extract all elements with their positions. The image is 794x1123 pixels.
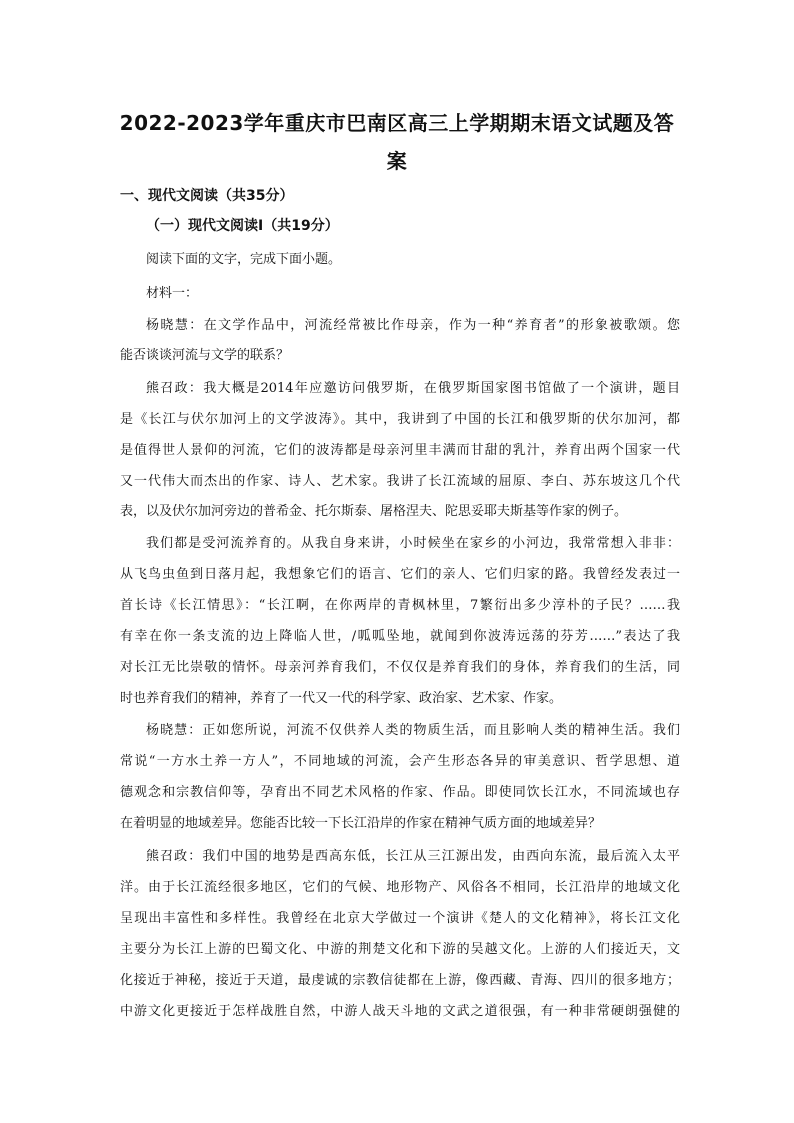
paragraph-line: 常说“一方水土养一方人”，不同地域的河流，会产生形态各异的审美意识、哲学思想、道 [120,754,680,769]
paragraph-line: 中游文化更接近于怎样战胜自然，中游人战天斗地的文武之道很强，有一种非常硬朗强健的 [120,1004,680,1019]
paragraph-line: 我们都是受河流养育的。从我自身来讲，小时候坐在家乡的小河边，我常常想入非非： [146,536,680,551]
paragraph-line: 在着明显的地域差异。您能否比较一下长江沿岸的作家在精神气质方面的地域差异？ [120,816,602,831]
reading-instruction: 阅读下面的文字，完成下面小题。 [146,252,342,267]
paragraph-line: 表，以及伏尔加河旁边的普希金、托尔斯泰、屠格涅夫、陀思妥耶夫斯基等作家的例子。 [120,504,628,519]
paragraph-line: 熊召政：我大概是2014年应邀访问俄罗斯，在俄罗斯国家图书馆做了一个演讲，题目 [146,381,680,396]
paragraph-line: 呈现出丰富性和多样性。我曾经在北京大学做过一个演讲《楚人的文化精神》，将长江文化 [120,911,680,926]
paragraph-line: 杨晓慧：在文学作品中，河流经常被比作母亲，作为一种“养育者”的形象被歌颂。您 [146,318,680,333]
paragraph-line: 杨晓慧：正如您所说，河流不仅供养人类的物质生活，而且影响人类的精神生活。我们 [146,723,680,738]
document-title-line-1: 2022-2023学年重庆市巴南区高三上学期期末语文试题及答 [119,111,675,135]
paragraph-line: 对长江无比崇敬的情怀。母亲河养育我们，不仅仅是养育我们的身体，养育我们的生活，同 [120,660,680,675]
paragraph-line: 主要分为长江上游的巴蜀文化、中游的荆楚文化和下游的吴越文化。上游的人们接近天，文 [120,942,680,957]
paragraph-line: 时也养育我们的精神，养育了一代又一代的科学家、政治家、艺术家、作家。 [120,691,563,706]
document-title-line-2: 案 [386,149,408,173]
paragraph-line: 首长诗《长江情思》：“长江啊，在你两岸的青枫林里，7繁衍出多少淳朴的子民？……我 [120,598,680,613]
paragraph-line: 能否谈谈河流与文学的联系？ [120,348,290,363]
paragraph-line: 是《长江与伏尔加河上的文学波涛》。其中，我讲到了中国的长江和俄罗斯的伏尔加河，都 [120,412,680,427]
paragraph-line: 是值得世人景仰的河流，它们的波涛都是母亲河里丰满而甘甜的乳汁，养育出两个国家一代 [120,443,680,458]
subsection-heading: （一）现代文阅读Ⅰ（共19分） [146,218,339,234]
paragraph-line: 从飞鸟虫鱼到日落月起，我想象它们的语言、它们的亲人、它们归家的路。我曾经发表过一 [120,567,680,582]
material-label: 材料一： [146,286,199,301]
paragraph-line: 德观念和宗教信仰等，孕育出不同艺术风格的作家、作品。即使同饮长江水，不同流域也存 [120,785,680,800]
paragraph-line: 洋。由于长江流经很多地区，它们的气候、地形物产、风俗各不相同，长江沿岸的地域文化 [120,880,680,895]
paragraph-line: 又一代伟大而杰出的作家、诗人、艺术家。我讲了长江流域的屈原、李白、苏东坡这几个代 [120,474,680,489]
paragraph-line: 有幸在你一条支流的边上降临人世，/呱呱坠地，就闻到你波涛远荡的芬芳……”表达了我 [120,629,680,644]
paragraph-line: 化接近于神秘，接近于天道，最虔诚的宗教信徒都在上游，像西藏、青海、四川的很多地方； [120,973,680,988]
section-heading: 一、现代文阅读（共35分） [120,188,294,204]
paragraph-line: 熊召政：我们中国的地势是西高东低，长江从三江源出发，由西向东流，最后流入太平 [146,849,680,864]
